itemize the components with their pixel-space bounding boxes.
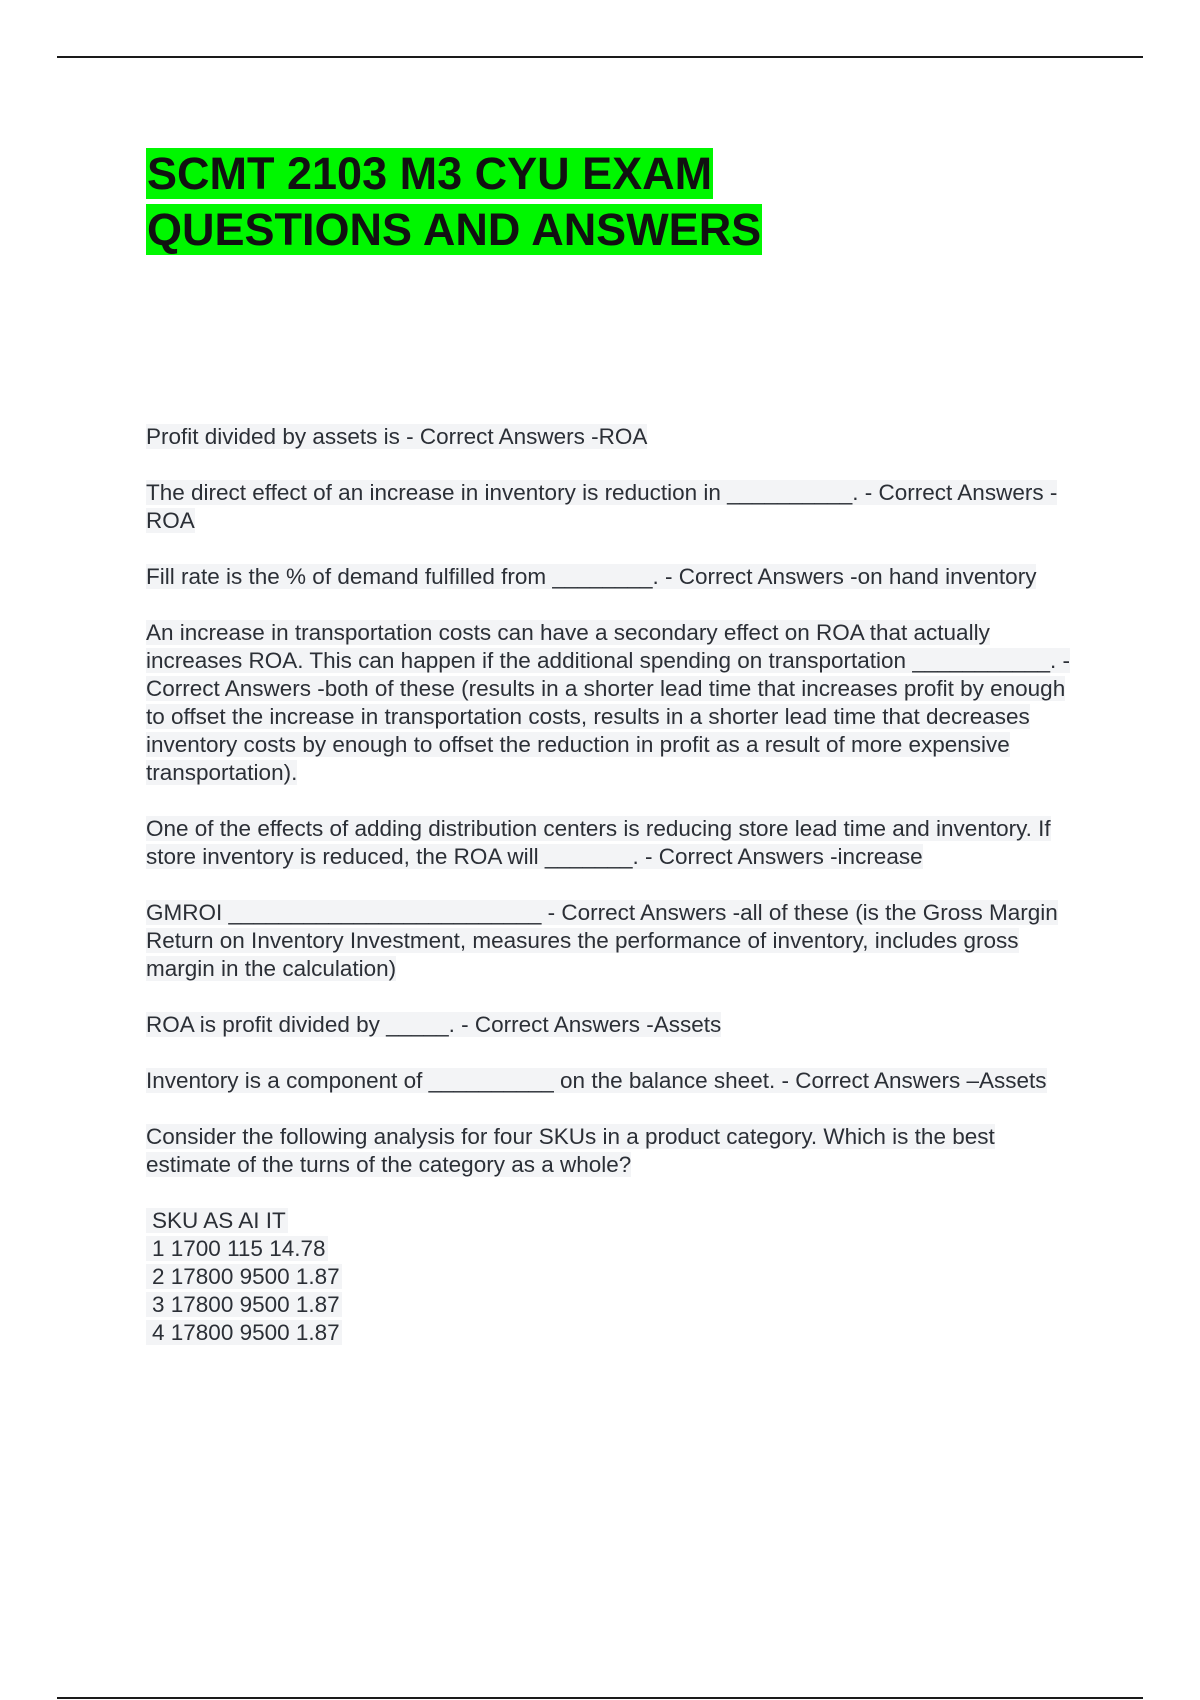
qa-item: One of the effects of adding distribution centers is reducing store lead time and inventory. If store inventory is reduced, the ROA will _______. - Correct Answers -increase: [146, 816, 1051, 869]
qa-item: Fill rate is the % of demand fulfilled from ________. - Correct Answers -on hand inventory: [146, 564, 1037, 589]
sku-table-row: 2 17800 9500 1.87: [146, 1263, 1076, 1291]
qa-question-last: Consider the following analysis for four SKUs in a product category. Which is the best estimate of the turns of the category as a whole?: [146, 1124, 995, 1177]
qa-item: Inventory is a component of __________ on the balance sheet. - Correct Answers –Assets: [146, 1068, 1047, 1093]
qa-item: An increase in transportation costs can have a secondary effect on ROA that actually increases ROA. This can happen if the additional spending on transportation ___________. - Correct Answers -both of these (results in a shorter lead time that increases profit by enough to offset the increase in transportation costs, results in a shorter lead time that decreases inventory costs by enough to offset the reduction in profit as a result of more expensive transportation).: [146, 620, 1070, 785]
title-line-1: SCMT 2103 M3 CYU EXAM: [147, 148, 713, 199]
title-line-2: QUESTIONS AND ANSWERS: [147, 204, 762, 255]
top-rule: [57, 56, 1143, 58]
sku-table-row: 3 17800 9500 1.87: [146, 1291, 1076, 1319]
sku-table: [146, 1207, 1076, 1347]
document-title: [146, 146, 906, 258]
document-body: [146, 423, 1076, 1347]
qa-item: Profit divided by assets is - Correct Answers -ROA: [146, 424, 648, 449]
sku-table-row: 1 1700 115 14.78: [146, 1235, 1076, 1263]
sku-table-row: 4 17800 9500 1.87: [146, 1319, 1076, 1347]
sku-table-header: SKU AS AI IT: [146, 1207, 1076, 1235]
bottom-rule: [57, 1697, 1143, 1699]
qa-item: The direct effect of an increase in inventory is reduction in __________. - Correct Answers -ROA: [146, 480, 1058, 533]
qa-item: GMROI _________________________ - Correct Answers -all of these (is the Gross Margin Return on Inventory Investment, measures the performance of inventory, includes gross margin in the calculation): [146, 900, 1058, 981]
qa-item: ROA is profit divided by _____. - Correct Answers -Assets: [146, 1012, 722, 1037]
